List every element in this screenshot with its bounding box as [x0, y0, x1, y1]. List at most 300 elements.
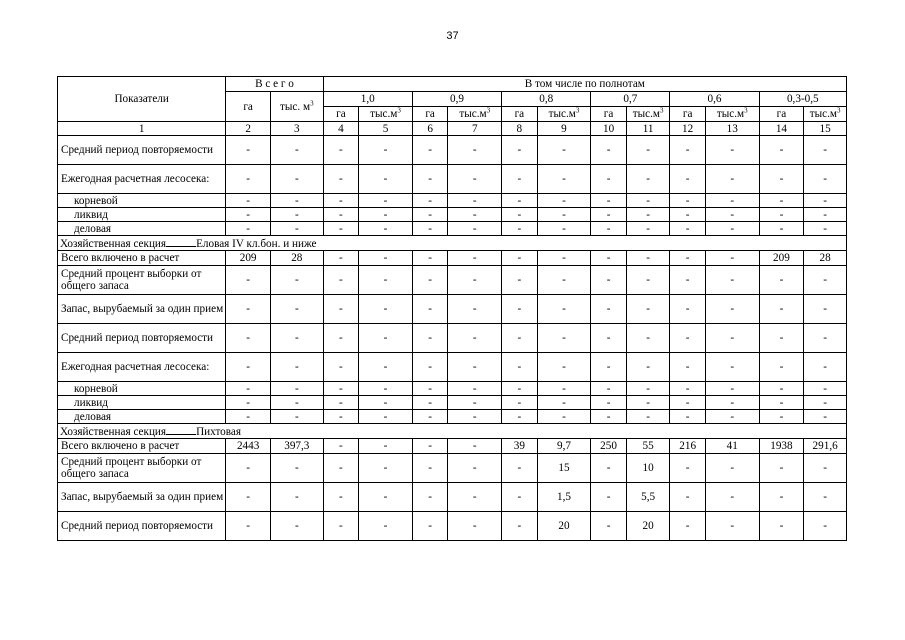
table-cell: -	[323, 266, 358, 295]
column-number: 10	[591, 122, 626, 136]
table-cell: -	[270, 454, 323, 483]
table-cell: -	[626, 222, 670, 236]
table-cell: -	[804, 454, 847, 483]
row-label: корневой	[58, 382, 226, 396]
row-label: Всего включено в расчет	[58, 251, 226, 266]
table-cell: -	[591, 266, 626, 295]
table-cell: -	[591, 295, 626, 324]
section-label: Хозяйственная секция	[60, 425, 167, 438]
table-cell: -	[448, 512, 502, 541]
table-cell: -	[759, 295, 804, 324]
table-cell: 39	[502, 439, 537, 454]
header-unit-m3: $тыс.м^3$	[448, 107, 502, 122]
header-density: 0,9	[412, 92, 501, 107]
table-cell: 397,3	[270, 439, 323, 454]
column-number: 6	[412, 122, 447, 136]
table-cell: -	[270, 266, 323, 295]
table-cell: 28	[270, 251, 323, 266]
table-cell: -	[670, 353, 705, 382]
table-cell: 5,5	[626, 483, 670, 512]
table-cell: -	[670, 136, 705, 165]
table-cell: -	[359, 251, 413, 266]
table-cell: 209	[759, 251, 804, 266]
table-cell: -	[670, 396, 705, 410]
table-row	[58, 454, 847, 483]
table-cell: -	[591, 208, 626, 222]
table-cell: -	[412, 194, 447, 208]
table-cell: -	[502, 251, 537, 266]
table-cell: -	[804, 295, 847, 324]
table-cell: -	[591, 410, 626, 424]
table-cell: -	[359, 266, 413, 295]
header-total: В с е г о	[226, 77, 323, 92]
table-cell: -	[502, 208, 537, 222]
header-density: 0,6	[670, 92, 759, 107]
section-cell	[58, 236, 847, 251]
column-number: 7	[448, 122, 502, 136]
table-cell: -	[448, 483, 502, 512]
table-row	[58, 439, 847, 454]
table-cell: -	[412, 266, 447, 295]
table-cell: -	[359, 165, 413, 194]
header-total-m3: тыс. $м^3$	[270, 92, 323, 122]
table-cell: -	[412, 483, 447, 512]
table-cell: -	[412, 208, 447, 222]
table-cell: -	[359, 396, 413, 410]
table-cell: 250	[591, 439, 626, 454]
table-cell: -	[448, 439, 502, 454]
table-cell: -	[226, 222, 271, 236]
table-cell: -	[412, 382, 447, 396]
table-cell: -	[359, 382, 413, 396]
table-cell: -	[626, 410, 670, 424]
header-density: 0,7	[591, 92, 670, 107]
table-cell: -	[591, 194, 626, 208]
section-cell	[58, 424, 847, 439]
table-cell: -	[591, 512, 626, 541]
table-cell: -	[804, 194, 847, 208]
column-number: 15	[804, 122, 847, 136]
table-cell: 15	[537, 454, 591, 483]
table-cell: -	[226, 165, 271, 194]
table-cell: -	[448, 136, 502, 165]
table-cell: -	[226, 396, 271, 410]
table-cell: -	[759, 382, 804, 396]
table-cell: -	[759, 194, 804, 208]
table-cell: -	[323, 222, 358, 236]
table-cell: -	[759, 512, 804, 541]
table-cell: -	[705, 396, 759, 410]
column-number: 11	[626, 122, 670, 136]
column-number: 4	[323, 122, 358, 136]
table-cell: -	[412, 136, 447, 165]
table-cell: -	[323, 165, 358, 194]
column-number: 1	[58, 122, 226, 136]
table-cell: -	[359, 208, 413, 222]
table-cell: -	[323, 382, 358, 396]
table-cell: -	[226, 208, 271, 222]
table-cell: -	[323, 295, 358, 324]
table-cell: -	[226, 382, 271, 396]
table-cell: -	[270, 396, 323, 410]
table-cell: -	[804, 136, 847, 165]
table-cell: 55	[626, 439, 670, 454]
table-cell: -	[502, 136, 537, 165]
table-cell: -	[448, 194, 502, 208]
table-cell: -	[412, 165, 447, 194]
table-cell: -	[448, 454, 502, 483]
table-cell: -	[502, 266, 537, 295]
table-cell: -	[705, 266, 759, 295]
section-value: Пихтовая	[196, 425, 242, 438]
table-cell: -	[705, 324, 759, 353]
row-label: Ежегодная расчетная лесосека:	[58, 353, 226, 382]
table-cell: -	[270, 165, 323, 194]
header-unit-ha: га	[670, 107, 705, 122]
table-row	[58, 165, 847, 194]
table-cell: 2443	[226, 439, 271, 454]
table-cell: -	[705, 512, 759, 541]
table-cell: 10	[626, 454, 670, 483]
table-cell: -	[270, 222, 323, 236]
header-unit-m3: $тыс.м^3$	[804, 107, 847, 122]
table-cell: -	[323, 251, 358, 266]
table-cell: -	[804, 266, 847, 295]
table-cell: -	[670, 410, 705, 424]
table-cell: 1,5	[537, 483, 591, 512]
table-cell: -	[270, 410, 323, 424]
table-cell: -	[270, 194, 323, 208]
table-cell: -	[591, 222, 626, 236]
header-unit-ha: га	[412, 107, 447, 122]
table-cell: -	[502, 512, 537, 541]
table-cell: -	[359, 222, 413, 236]
table-cell: -	[670, 382, 705, 396]
header-density: 0,3-0,5	[759, 92, 846, 107]
section-label: Хозяйственная секция	[60, 237, 167, 250]
table-cell: -	[537, 324, 591, 353]
table-cell: -	[270, 483, 323, 512]
table-cell: -	[502, 396, 537, 410]
table-cell: 209	[226, 251, 271, 266]
row-label: деловая	[58, 410, 226, 424]
table-cell: -	[448, 208, 502, 222]
row-label: ликвид	[58, 396, 226, 410]
table-row	[58, 396, 847, 410]
table-row	[58, 483, 847, 512]
table-cell: -	[626, 251, 670, 266]
table-cell: -	[705, 222, 759, 236]
table-cell: -	[502, 324, 537, 353]
table-cell: -	[759, 165, 804, 194]
table-cell: -	[626, 266, 670, 295]
table-cell: -	[270, 136, 323, 165]
table-cell: -	[670, 194, 705, 208]
table-cell: -	[804, 410, 847, 424]
header-total-ha: га	[226, 92, 271, 122]
table-cell: -	[323, 324, 358, 353]
header-density: 0,8	[502, 92, 591, 107]
table-cell: -	[759, 410, 804, 424]
table-row	[58, 410, 847, 424]
table-cell: -	[591, 382, 626, 396]
table-cell: -	[502, 483, 537, 512]
table-cell: -	[359, 194, 413, 208]
table-row	[58, 266, 847, 295]
row-label: Всего включено в расчет	[58, 439, 226, 454]
table-cell: -	[705, 136, 759, 165]
table-cell: -	[537, 222, 591, 236]
column-number: 5	[359, 122, 413, 136]
table-cell: -	[591, 396, 626, 410]
page-number: 37	[446, 30, 459, 42]
forest-table	[57, 76, 847, 541]
table-row	[58, 136, 847, 165]
table-cell: -	[591, 353, 626, 382]
table-cell: -	[759, 454, 804, 483]
header-unit-ha: га	[502, 107, 537, 122]
table-cell: -	[502, 222, 537, 236]
header-indicators: Показатели	[58, 77, 226, 122]
table-cell: -	[626, 396, 670, 410]
table-cell: -	[448, 165, 502, 194]
table-cell: -	[591, 454, 626, 483]
table-row	[58, 382, 847, 396]
table-cell: -	[705, 251, 759, 266]
table-cell: -	[537, 382, 591, 396]
table-row	[58, 251, 847, 266]
table-cell: -	[670, 208, 705, 222]
table-cell: 20	[537, 512, 591, 541]
table-cell: -	[323, 410, 358, 424]
table-cell: -	[626, 382, 670, 396]
table-cell: 291,6	[804, 439, 847, 454]
table-cell: -	[705, 165, 759, 194]
table-cell: -	[804, 208, 847, 222]
table-row	[58, 512, 847, 541]
row-label: деловая	[58, 222, 226, 236]
table-cell: -	[591, 136, 626, 165]
table-cell: -	[670, 324, 705, 353]
column-number: 3	[270, 122, 323, 136]
table-cell: -	[359, 454, 413, 483]
table-cell: -	[359, 439, 413, 454]
table-cell: -	[323, 194, 358, 208]
table-cell: 41	[705, 439, 759, 454]
table-cell: -	[323, 512, 358, 541]
table-cell: -	[537, 410, 591, 424]
table-cell: -	[412, 512, 447, 541]
table-cell: -	[626, 324, 670, 353]
table-cell: -	[412, 410, 447, 424]
table-cell: -	[323, 483, 358, 512]
table-cell: -	[226, 512, 271, 541]
table-cell: -	[759, 208, 804, 222]
table-cell: -	[359, 295, 413, 324]
table-cell: -	[270, 324, 323, 353]
table-cell: -	[502, 454, 537, 483]
table-cell: 9,7	[537, 439, 591, 454]
table-cell: -	[670, 266, 705, 295]
section-row	[58, 236, 847, 251]
table-cell: -	[448, 251, 502, 266]
table-cell: -	[412, 251, 447, 266]
header-unit-m3: $тыс.м^3$	[537, 107, 591, 122]
table-cell: -	[804, 396, 847, 410]
table-cell: -	[412, 295, 447, 324]
table-cell: -	[323, 396, 358, 410]
table-cell: -	[359, 136, 413, 165]
table-cell: -	[626, 136, 670, 165]
table-cell: -	[804, 165, 847, 194]
column-number: 14	[759, 122, 804, 136]
header-unit-m3: $тыс.м^3$	[626, 107, 670, 122]
table-cell: -	[537, 208, 591, 222]
table-cell: -	[359, 353, 413, 382]
table-cell: -	[670, 222, 705, 236]
column-number: 9	[537, 122, 591, 136]
column-number: 8	[502, 122, 537, 136]
table-cell: -	[226, 194, 271, 208]
table-cell: -	[502, 410, 537, 424]
table-cell: -	[626, 295, 670, 324]
table-cell: -	[270, 295, 323, 324]
table-cell: -	[759, 483, 804, 512]
table-cell: -	[412, 454, 447, 483]
table-cell: -	[448, 266, 502, 295]
header-density: 1,0	[323, 92, 412, 107]
table-cell: -	[705, 353, 759, 382]
section-row	[58, 424, 847, 439]
table-cell: -	[412, 439, 447, 454]
table-cell: -	[502, 382, 537, 396]
table-row	[58, 194, 847, 208]
table-cell: 20	[626, 512, 670, 541]
table-row	[58, 324, 847, 353]
table-cell: -	[359, 512, 413, 541]
table-cell: -	[670, 483, 705, 512]
row-label: Средний процент выборки от общего запаса	[58, 454, 226, 483]
table-cell: -	[270, 382, 323, 396]
table-cell: 216	[670, 439, 705, 454]
table-cell: -	[270, 512, 323, 541]
table-cell: -	[705, 295, 759, 324]
table-cell: -	[448, 382, 502, 396]
table-cell: -	[537, 251, 591, 266]
table-cell: -	[705, 208, 759, 222]
table-cell: -	[448, 295, 502, 324]
table-cell: -	[226, 295, 271, 324]
table-cell: -	[323, 439, 358, 454]
table-cell: -	[323, 208, 358, 222]
table-cell: -	[502, 165, 537, 194]
table-cell: -	[359, 483, 413, 512]
row-label: Средний период повторяемости	[58, 512, 226, 541]
row-label: Запас, вырубаемый за один прием	[58, 295, 226, 324]
table-cell: -	[705, 454, 759, 483]
table-cell: -	[804, 483, 847, 512]
column-number: 13	[705, 122, 759, 136]
table-row	[58, 295, 847, 324]
table-cell: 1938	[759, 439, 804, 454]
table-cell: -	[670, 454, 705, 483]
header-unit-m3: $тыс.м^3$	[359, 107, 413, 122]
table-cell: -	[705, 483, 759, 512]
table-cell: -	[412, 324, 447, 353]
table-cell: -	[448, 324, 502, 353]
table-cell: -	[670, 512, 705, 541]
column-number: 2	[226, 122, 271, 136]
table-cell: -	[359, 410, 413, 424]
row-label: Средний период повторяемости	[58, 136, 226, 165]
table-cell: -	[537, 396, 591, 410]
row-label: ликвид	[58, 208, 226, 222]
table-cell: -	[626, 165, 670, 194]
header-unit-ha: га	[591, 107, 626, 122]
table-cell: -	[804, 222, 847, 236]
table-cell: -	[537, 194, 591, 208]
table-cell: -	[804, 324, 847, 353]
table-cell: -	[537, 136, 591, 165]
table-cell: -	[804, 512, 847, 541]
table-cell: 28	[804, 251, 847, 266]
table-cell: -	[591, 324, 626, 353]
table-cell: -	[705, 382, 759, 396]
table-cell: -	[626, 208, 670, 222]
section-value: Еловая IV кл.бон. и ниже	[196, 237, 317, 250]
header-unit-m3: $тыс.м^3$	[705, 107, 759, 122]
row-label: корневой	[58, 194, 226, 208]
table-cell: -	[705, 410, 759, 424]
table-cell: -	[270, 353, 323, 382]
table-cell: -	[502, 295, 537, 324]
table-cell: -	[502, 194, 537, 208]
table-cell: -	[226, 483, 271, 512]
table-cell: -	[226, 454, 271, 483]
table-cell: -	[537, 266, 591, 295]
table-cell: -	[626, 353, 670, 382]
table-cell: -	[626, 194, 670, 208]
table-cell: -	[759, 396, 804, 410]
table-cell: -	[670, 251, 705, 266]
table-cell: -	[448, 396, 502, 410]
table-cell: -	[323, 136, 358, 165]
row-label: Ежегодная расчетная лесосека:	[58, 165, 226, 194]
table-cell: -	[412, 222, 447, 236]
table-cell: -	[226, 353, 271, 382]
table-cell: -	[759, 222, 804, 236]
table-cell: -	[759, 266, 804, 295]
table-cell: -	[448, 410, 502, 424]
table-cell: -	[323, 353, 358, 382]
table-cell: -	[591, 165, 626, 194]
table-row	[58, 222, 847, 236]
table-cell: -	[226, 136, 271, 165]
table-cell: -	[705, 194, 759, 208]
table-row	[58, 353, 847, 382]
table-cell: -	[226, 410, 271, 424]
table-cell: -	[804, 353, 847, 382]
table-cell: -	[448, 222, 502, 236]
table-cell: -	[804, 382, 847, 396]
column-number: 12	[670, 122, 705, 136]
table-cell: -	[412, 353, 447, 382]
table-cell: -	[537, 353, 591, 382]
table-cell: -	[412, 396, 447, 410]
table-cell: -	[448, 353, 502, 382]
table-cell: -	[759, 324, 804, 353]
header-by-density: В том числе по полнотам	[323, 77, 846, 92]
